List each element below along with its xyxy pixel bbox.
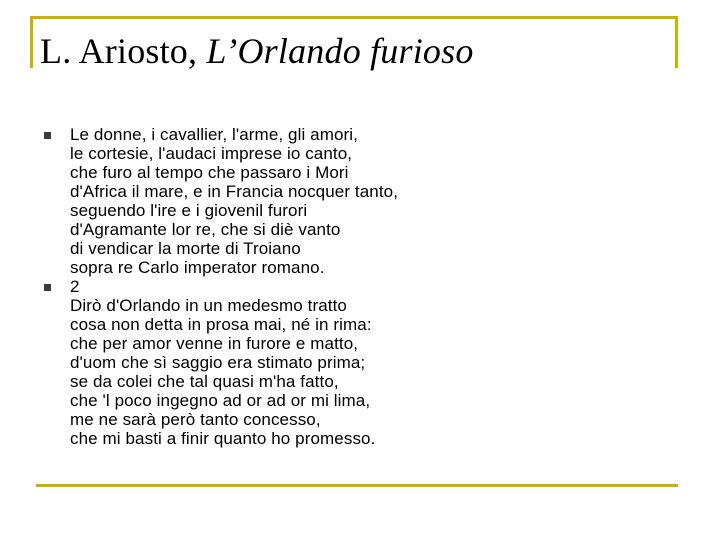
verse-line: d'uom che sì saggio era stimato prima;: [70, 353, 366, 372]
verse-line: che mi basti a finir quanto ho promesso.: [70, 429, 376, 448]
verse-line: d'Agramante lor re, che si diè vanto: [70, 220, 341, 239]
verse-line: che furo al tempo che passaro i Mori: [70, 163, 349, 182]
slide-title-work: L’Orlando furioso: [206, 31, 474, 71]
poem-bullet-list: [70, 125, 670, 448]
verse-line: seguendo l'ire e i giovenil furori: [70, 201, 308, 220]
verse-line: sopra re Carlo imperator romano.: [70, 258, 325, 277]
verse-line: Dirò d'Orlando in un medesmo tratto: [70, 296, 347, 315]
verse-line: di vendicar la morte di Troiano: [70, 239, 301, 258]
stanza-number: 2: [70, 277, 80, 296]
verse-line: le cortesie, l'audaci imprese io canto,: [70, 144, 353, 163]
left-decorative-rule: [30, 16, 33, 68]
slide-title-author: L. Ariosto,: [40, 31, 207, 71]
verse-line: che 'l poco ingegno ad or ad or mi lima,: [70, 391, 371, 410]
verse-line: d'Africa il mare, e in Francia nocquer tanto,: [70, 182, 399, 201]
top-decorative-rule: [30, 16, 678, 19]
square-bullet-icon: [44, 132, 51, 139]
stanza-2: [70, 277, 670, 448]
stanza-1: [70, 125, 670, 277]
square-bullet-icon: [44, 284, 51, 291]
verse-line: cosa non detta in prosa mai, né in rima:: [70, 315, 372, 334]
verse-line: che per amor venne in furore e matto,: [70, 334, 359, 353]
verse-line: me ne sarà però tanto concesso,: [70, 410, 321, 429]
slide-title: [40, 28, 474, 74]
right-decorative-rule: [675, 16, 678, 68]
bottom-decorative-rule: [36, 484, 678, 487]
verse-line: Le donne, i cavallier, l'arme, gli amori,: [70, 125, 358, 144]
verse-line: se da colei che tal quasi m'ha fatto,: [70, 372, 339, 391]
